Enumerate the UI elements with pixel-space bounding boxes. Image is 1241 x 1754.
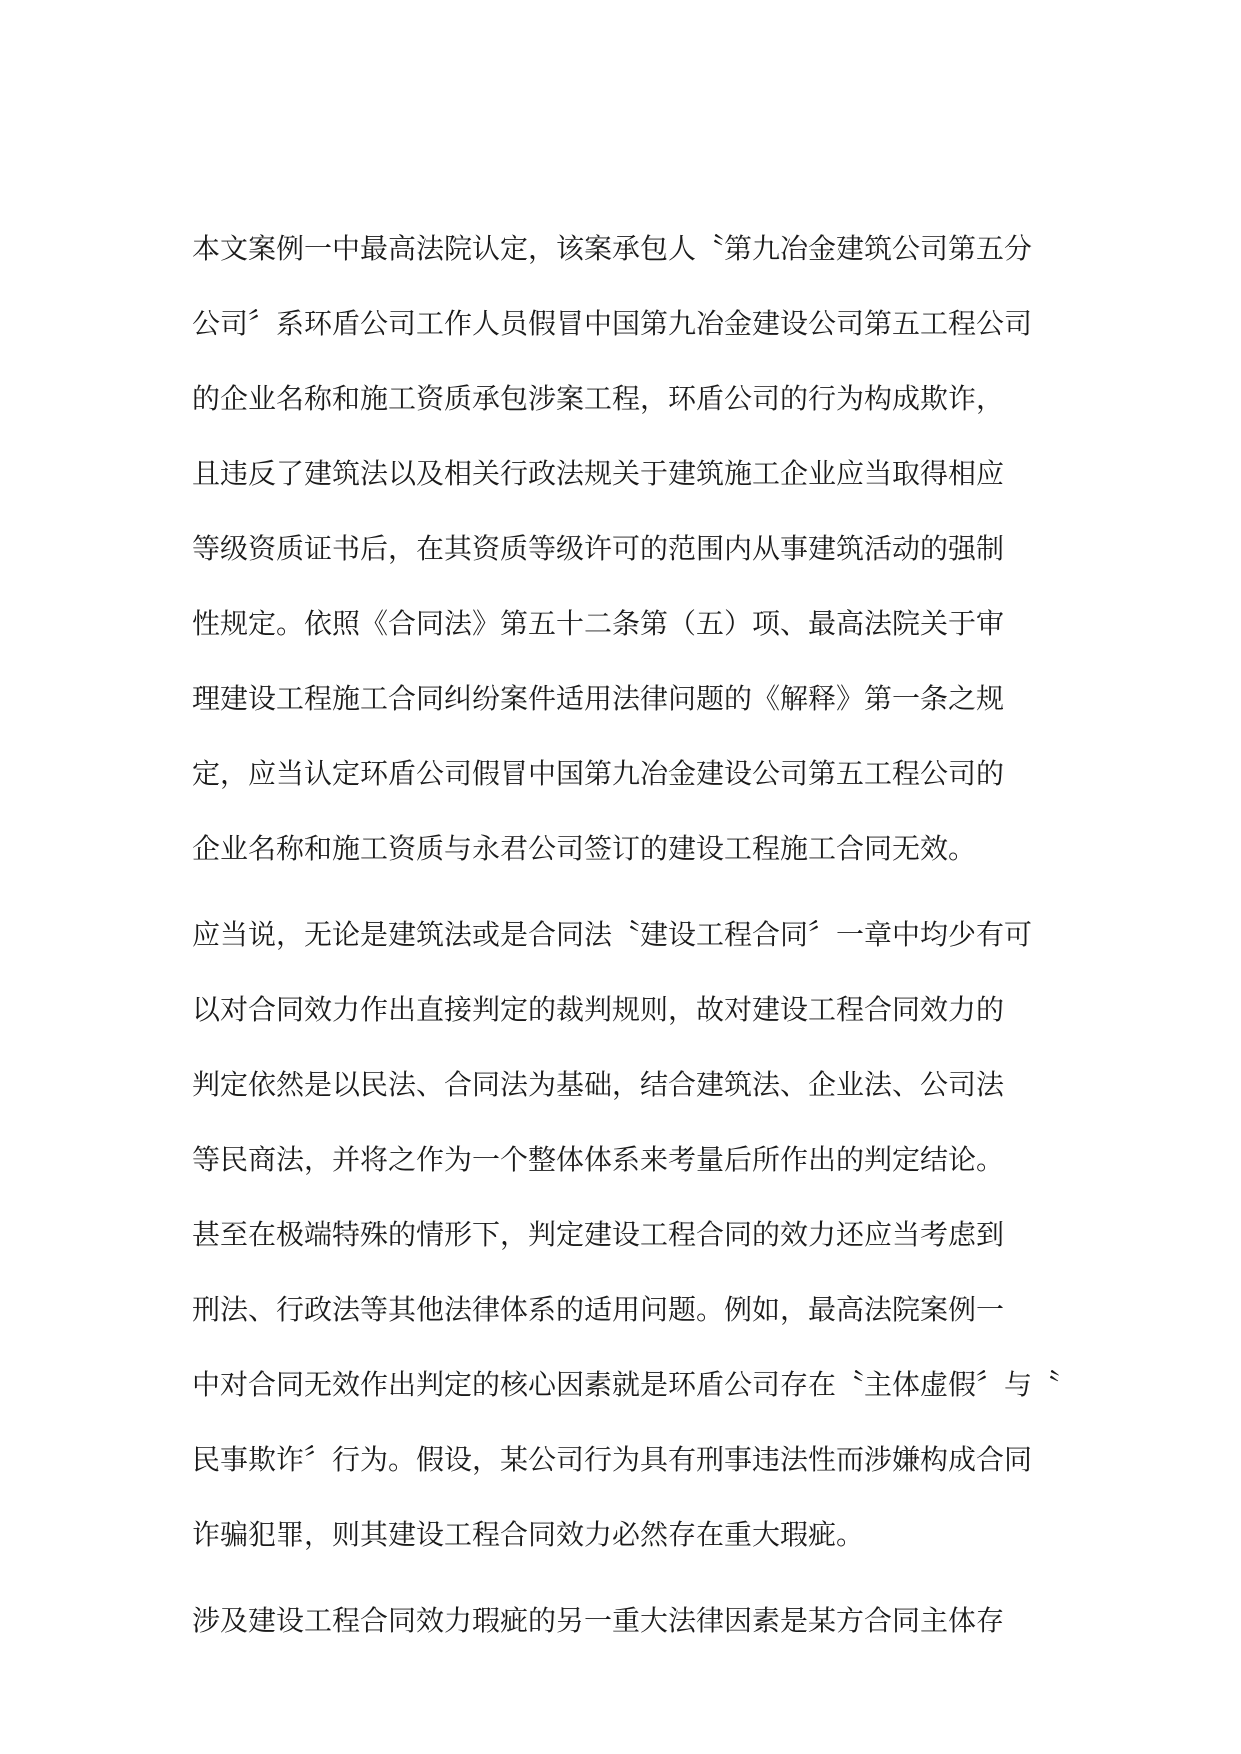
paragraph-1-line-8: 定，应当认定环盾公司假冒中国第九冶金建设公司第五工程公司的	[192, 757, 1005, 790]
paragraph-1-line-7: 理建设工程施工合同纠纷案件适用法律问题的《解释》第一条之规	[192, 682, 1005, 715]
paragraph-2-line-1: 应当说，无论是建筑法或是合同法〝建设工程合同〞一章中均少有可	[192, 918, 1033, 951]
paragraph-1-line-6: 性规定。依照《合同法》第五十二条第（五）项、最高法院关于审	[192, 607, 1005, 640]
paragraph-1-line-5: 等级资质证书后，在其资质等级许可的范围内从事建筑活动的强制	[192, 532, 1005, 565]
paragraph-1-line-4: 且违反了建筑法以及相关行政法规关于建筑施工企业应当取得相应	[192, 457, 1005, 490]
paragraph-1	[192, 211, 1052, 886]
paragraph-1-line-3: 的企业名称和施工资质承包涉案工程，环盾公司的行为构成欺诈，	[192, 382, 1005, 415]
paragraph-2	[192, 897, 1061, 1572]
paragraph-2-line-6: 刑法、行政法等其他法律体系的适用问题。例如，最高法院案例一	[192, 1293, 1005, 1326]
paragraph-2-line-4: 等民商法，并将之作为一个整体体系来考量后所作出的判定结论。	[192, 1143, 1005, 1176]
paragraph-2-line-7: 中对合同无效作出判定的核心因素就是环盾公司存在〝主体虚假〞与〝	[192, 1368, 1061, 1401]
paragraph-3-line-1: 涉及建设工程合同效力瑕疵的另一重大法律因素是某方合同主体存	[192, 1604, 1005, 1637]
paragraph-1-line-1: 本文案例一中最高法院认定，该案承包人〝第九冶金建筑公司第五分	[192, 232, 1033, 265]
paragraph-3	[192, 1583, 1052, 1658]
paragraph-2-line-3: 判定依然是以民法、合同法为基础，结合建筑法、企业法、公司法	[192, 1068, 1005, 1101]
paragraph-1-line-9: 企业名称和施工资质与永君公司签订的建设工程施工合同无效。	[192, 832, 977, 865]
paragraph-2-line-2: 以对合同效力作出直接判定的裁判规则，故对建设工程合同效力的	[192, 993, 1005, 1026]
paragraph-2-line-8: 民事欺诈〞行为。假设，某公司行为具有刑事违法性而涉嫌构成合同	[192, 1443, 1033, 1476]
paragraph-2-line-5: 甚至在极端特殊的情形下，判定建设工程合同的效力还应当考虑到	[192, 1218, 1005, 1251]
paragraph-1-line-2: 公司〞系环盾公司工作人员假冒中国第九冶金建设公司第五工程公司	[192, 307, 1033, 340]
paragraph-2-line-9: 诈骗犯罪，则其建设工程合同效力必然存在重大瑕疵。	[192, 1518, 865, 1551]
